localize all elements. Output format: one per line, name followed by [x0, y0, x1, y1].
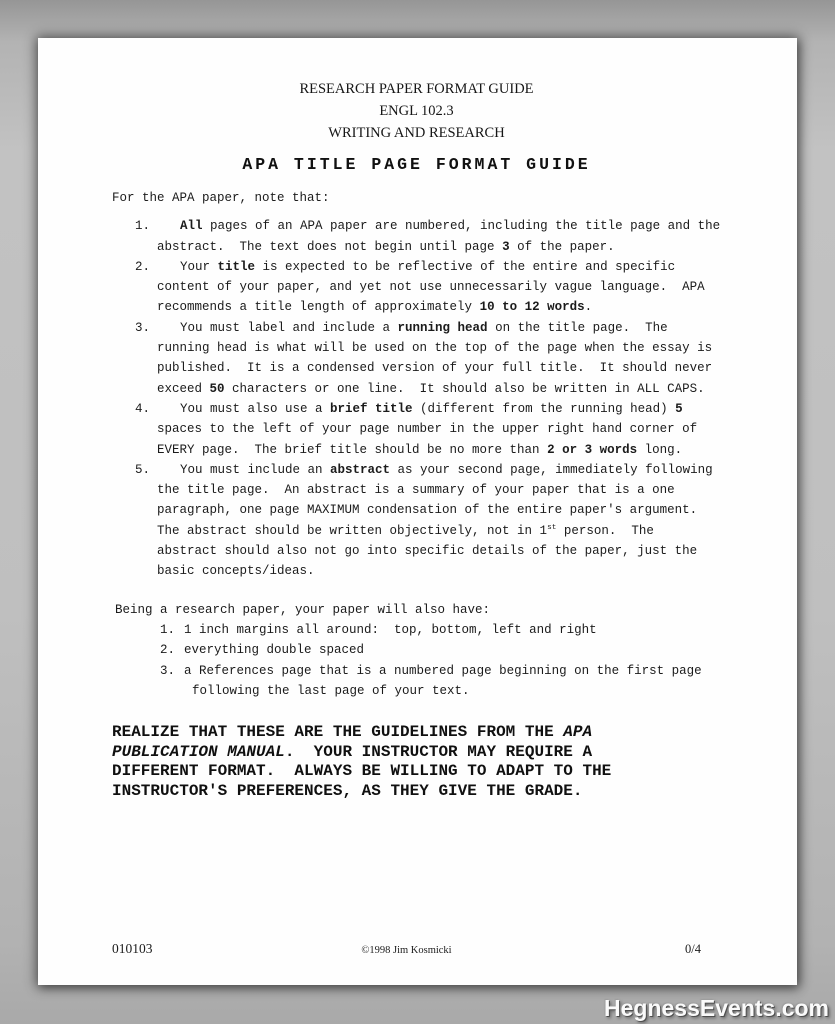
list-item-4-text: You must also use a brief title (different from the running head) 5 spaces to the left of your page number in the upper right hand corner of EVERY page. The brief title should be no more than 2 or 3 words long.	[157, 401, 705, 457]
footer-document-code: 010103	[112, 941, 153, 956]
list-item-3-number: 3.	[135, 320, 151, 335]
second-list-item-1	[112, 620, 721, 640]
header-line-3: WRITING AND RESEARCH	[328, 125, 505, 141]
intro-text: For the APA paper, note that:	[112, 191, 330, 205]
header-line-1: RESEARCH PAPER FORMAT GUIDE	[299, 81, 534, 97]
list-item-1-number: 1.	[135, 219, 151, 234]
second-list-item-2-text: everything double spaced	[184, 643, 365, 658]
header-line-2: ENGL 102.3	[379, 103, 454, 119]
list-item-2-text: Your title is expected to be reflective of the entire and specific content of your paper, and yet not use unnecessarily vague language. APA recommends a title length of approximately 10 to 12 words.	[157, 259, 713, 315]
document-page	[38, 38, 797, 985]
page-content	[38, 38, 797, 801]
intro-line	[112, 188, 721, 208]
list-item-3-text: You must label and include a running head on the title page. The running head is what will be used on the top of the page when the essay is published. It is a condensed version of your full title. It should never exceed 50 characters or one line. It should also be written in ALL CAPS.	[157, 320, 720, 396]
second-list-item-1-number: 1.	[160, 622, 176, 637]
realize-notice	[112, 723, 672, 801]
second-list-item-2	[112, 640, 721, 660]
page-footer	[112, 941, 721, 957]
list-item-4-number: 4.	[135, 401, 151, 416]
list-item-2	[112, 257, 721, 318]
second-list-item-3-text: a References page that is a numbered page beginning on the first page following the last page of your text.	[184, 663, 710, 698]
footer-copyright: ©1998 Jim Kosmicki	[361, 945, 452, 956]
second-list-item-3-number: 3.	[160, 663, 176, 678]
list-item-5-text: You must include an abstract as your second page, immediately following the title page. An abstract is a summary of your paper that is a one paragraph, one page MAXIMUM condensation of the entire paper's argument. The abstract should be written objectively, not in 1st person. The abstract should also not go into specific details of the paper, just the basic concepts/ideas.	[157, 462, 721, 579]
realize-notice-text: REALIZE THAT THESE ARE THE GUIDELINES FROM THE APA PUBLICATION MANUAL. YOUR INSTRUCTOR MAY REQUIRE A DIFFERENT FORMAT. ALWAYS BE WILLING TO ADAPT TO THE INSTRUCTOR'S PREFERENCES, AS THEY GIVE THE GRADE.	[112, 723, 621, 800]
list-item-2-number: 2.	[135, 259, 151, 274]
list-item-4	[112, 399, 721, 460]
list-item-1-text: All pages of an APA paper are numbered, including the title page and the abstract. The text does not begin until page 3 of the paper.	[157, 219, 728, 254]
numbered-list	[112, 216, 728, 581]
list-item-1	[112, 216, 728, 257]
second-list-item-3	[112, 661, 721, 702]
list-item-5	[112, 460, 721, 582]
second-intro-line	[115, 600, 721, 620]
page-title: APA TITLE PAGE FORMAT GUIDE	[242, 155, 591, 174]
footer-page-indicator: 0/4	[685, 942, 701, 956]
list-item-5-number: 5.	[135, 462, 151, 477]
second-list-item-2-number: 2.	[160, 643, 176, 658]
second-numbered-list	[112, 620, 721, 701]
list-item-3	[112, 318, 721, 399]
watermark-site-name: HegnessEvents.com	[604, 995, 829, 1021]
second-list-item-1-text: 1 inch margins all around: top, bottom, left and right	[184, 622, 597, 637]
second-intro-text: Being a research paper, your paper will also have:	[115, 602, 491, 617]
